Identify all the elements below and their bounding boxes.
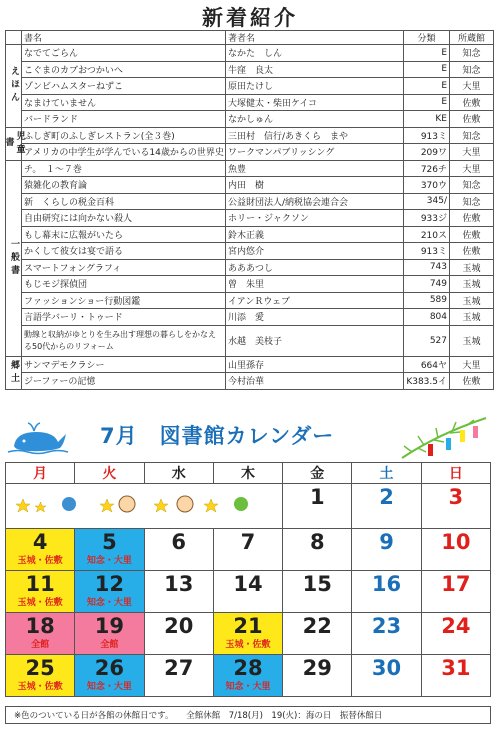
- weekday-header: 土: [352, 463, 421, 484]
- day-number: 31: [441, 656, 471, 680]
- book-author: 水越 美枝子: [226, 325, 404, 356]
- day-number: 30: [371, 656, 402, 680]
- book-author: 大塚健太・柴田ケイコ: [226, 94, 404, 111]
- book-author: 山里孫存: [226, 356, 404, 373]
- table-row: [6, 226, 494, 243]
- day-number: 29: [302, 656, 332, 680]
- book-author: 鈴木正義: [226, 226, 404, 243]
- weekday-header: 日: [421, 463, 490, 484]
- week1-decoration: [6, 484, 283, 529]
- book-author: 公益財団法人/納税協会連合会: [226, 193, 404, 210]
- header-author: 著者名: [226, 31, 404, 45]
- closure-note: 全館: [31, 640, 50, 650]
- header-class: 分類: [404, 31, 450, 45]
- day-number: 11: [25, 572, 55, 596]
- book-author: なかた しん: [226, 45, 404, 62]
- calendar-day: [75, 613, 144, 655]
- calendar-day: [352, 571, 421, 613]
- book-location: 玉城: [450, 259, 494, 276]
- book-class: 210ス: [404, 226, 450, 243]
- calendar-day: [144, 613, 213, 655]
- book-class: E: [404, 94, 450, 111]
- book-class: 345/: [404, 193, 450, 210]
- calendar-week: [6, 655, 491, 697]
- calendar-day: [144, 529, 213, 571]
- book-author: あああつし: [226, 259, 404, 276]
- closure-note: 知念・大里: [86, 598, 132, 608]
- calendar-week: [6, 613, 491, 655]
- book-class: 726チ: [404, 160, 450, 177]
- day-number: 1: [309, 485, 325, 509]
- calendar-day: [283, 571, 352, 613]
- book-title: スマートフォングラフィ: [22, 259, 226, 276]
- book-location: 大里: [450, 78, 494, 95]
- book-author: 魚豊: [226, 160, 404, 177]
- closure-note: 知念・大里: [86, 682, 132, 692]
- book-author: 宮内悠介: [226, 243, 404, 260]
- book-author: ホリー・ジャクソン: [226, 210, 404, 227]
- book-location: 佐敷: [450, 111, 494, 128]
- book-class: 527: [404, 325, 450, 356]
- table-row: [6, 259, 494, 276]
- day-number: 22: [302, 614, 332, 638]
- book-location: 佐敷: [450, 373, 494, 390]
- calendar-footnote: ※色のついている日が各館の休館日です。 全館休館 7/18(月) 19(火)：海の日 振替休館日: [5, 706, 491, 724]
- calendar-week: [6, 484, 491, 529]
- table-row: [6, 373, 494, 390]
- weekday-header: 水: [144, 463, 213, 484]
- book-author: 曾 朱里: [226, 276, 404, 293]
- calendar-day: [75, 571, 144, 613]
- table-row: [6, 127, 494, 144]
- whale-icon: [8, 420, 68, 454]
- table-row: [6, 309, 494, 326]
- book-class: E: [404, 78, 450, 95]
- weekday-header: 月: [6, 463, 75, 484]
- table-row: [6, 45, 494, 62]
- book-location: 知念: [450, 61, 494, 78]
- section-label: えほん: [6, 45, 22, 128]
- calendar-week: [6, 571, 491, 613]
- day-number: 5: [102, 530, 117, 554]
- book-class: KE: [404, 111, 450, 128]
- calendar-day: [283, 529, 352, 571]
- book-class: 913ミ: [404, 127, 450, 144]
- calendar-day: [283, 655, 352, 697]
- closure-note: 知念・大里: [225, 682, 271, 692]
- weekday-header: 金: [283, 463, 352, 484]
- book-class: K383.5イ: [404, 373, 450, 390]
- table-row: [6, 94, 494, 111]
- book-location: 玉城: [450, 292, 494, 309]
- calendar-day: [6, 571, 75, 613]
- bamboo-decoration-icon: [398, 414, 488, 462]
- book-title: ファッションショー行動図鑑: [22, 292, 226, 309]
- calendar-day: [144, 655, 213, 697]
- closure-note: 玉城・佐敷: [225, 640, 271, 650]
- closure-note: 玉城・佐敷: [17, 556, 63, 566]
- calendar-day: [75, 529, 144, 571]
- book-location: 玉城: [450, 309, 494, 326]
- table-row: [6, 356, 494, 373]
- book-location: 知念: [450, 177, 494, 194]
- book-location: 大里: [450, 356, 494, 373]
- day-number: 21: [233, 614, 263, 638]
- book-author: イアンＲウェブ: [226, 292, 404, 309]
- closure-note: 全館: [100, 640, 119, 650]
- calendar-day: [352, 529, 421, 571]
- book-author: ワークマンパブリッシング: [226, 144, 404, 161]
- book-class: E: [404, 45, 450, 62]
- table-row: [6, 61, 494, 78]
- book-author: 川添 愛: [226, 309, 404, 326]
- book-class: 804: [404, 309, 450, 326]
- day-number: 28: [233, 656, 263, 680]
- closure-note: 玉城・佐敷: [17, 598, 63, 608]
- table-row: [6, 78, 494, 95]
- table-row: [6, 193, 494, 210]
- book-class: 589: [404, 292, 450, 309]
- section-label: 郷土: [6, 356, 22, 389]
- book-title: なでてごらん: [22, 45, 226, 62]
- day-number: 14: [233, 572, 263, 596]
- book-author: 牛窪 良太: [226, 61, 404, 78]
- book-title: バードランド: [22, 111, 226, 128]
- day-number: 4: [32, 530, 48, 554]
- book-author: なかしゅん: [226, 111, 404, 128]
- closure-note: 知念・大里: [86, 556, 132, 566]
- book-class: 370ウ: [404, 177, 450, 194]
- book-location: 佐敷: [450, 94, 494, 111]
- book-class: 209ワ: [404, 144, 450, 161]
- calendar-day: [75, 655, 144, 697]
- book-title: 自由研究には向かない殺人: [22, 210, 226, 227]
- day-number: 2: [379, 485, 394, 509]
- book-author: 今村治華: [226, 373, 404, 390]
- day-number: 13: [164, 572, 194, 596]
- closure-note: 玉城・佐敷: [17, 682, 63, 692]
- day-number: 15: [302, 572, 332, 596]
- page-title: 新着紹介: [202, 6, 298, 30]
- book-title: なまけていません: [22, 94, 226, 111]
- book-author: 原田たけし: [226, 78, 404, 95]
- day-number: 3: [448, 485, 464, 509]
- book-title: チ。 １～７巻: [22, 160, 226, 177]
- calendar-day: [6, 613, 75, 655]
- day-number: 10: [441, 530, 471, 554]
- book-title: 新 くらしの税金百科: [22, 193, 226, 210]
- day-number: 7: [240, 530, 256, 554]
- calendar-day: [213, 529, 282, 571]
- table-row: [6, 276, 494, 293]
- book-location: 知念: [450, 127, 494, 144]
- table-row: [6, 144, 494, 161]
- section-label: 児童書: [6, 127, 22, 160]
- table-row: [6, 243, 494, 260]
- day-number: 6: [171, 530, 187, 554]
- day-number: 9: [379, 530, 394, 554]
- calendar-day: [213, 613, 282, 655]
- calendar-day: [421, 655, 490, 697]
- header-location: 所蔵館: [450, 31, 494, 45]
- day-number: 17: [441, 572, 471, 596]
- calendar-day: [352, 484, 421, 529]
- book-location: 佐敷: [450, 243, 494, 260]
- section-label: 一般書: [6, 160, 22, 356]
- book-title: もじモジ探偵団: [22, 276, 226, 293]
- day-number: 23: [371, 614, 402, 638]
- header-blank: [6, 31, 22, 45]
- stars-faces-decoration-icon: [9, 484, 279, 524]
- book-location: 大里: [450, 144, 494, 161]
- calendar-day: [213, 571, 282, 613]
- book-title: もし幕末に広報がいたら: [22, 226, 226, 243]
- calendar-day: [421, 484, 490, 529]
- calendar-week: [6, 529, 491, 571]
- calendar-day: [144, 571, 213, 613]
- table-row: [6, 160, 494, 177]
- book-title: ゾンビハムスターねずこ: [22, 78, 226, 95]
- book-title: アメリカの中学生が学んでいる14歳からの世界史: [22, 144, 226, 161]
- book-class: 933ジ: [404, 210, 450, 227]
- table-header-row: [6, 31, 494, 45]
- book-location: 佐敷: [450, 210, 494, 227]
- table-row: [6, 177, 494, 194]
- calendar-day: [283, 613, 352, 655]
- book-location: 大里: [450, 160, 494, 177]
- day-number: 8: [309, 530, 325, 554]
- calendar-day: [421, 613, 490, 655]
- calendar-day: [421, 571, 490, 613]
- book-title: ふしぎ町のふしぎレストラン(全３巻): [22, 127, 226, 144]
- book-location: 玉城: [450, 325, 494, 356]
- day-number: 16: [371, 572, 402, 596]
- day-number: 25: [25, 656, 55, 680]
- calendar-grid: [5, 462, 491, 697]
- book-author: 内田 樹: [226, 177, 404, 194]
- book-class: E: [404, 61, 450, 78]
- calendar-day: [283, 484, 352, 529]
- book-title: サンマデモクラシー: [22, 356, 226, 373]
- book-class: 664ヤ: [404, 356, 450, 373]
- book-class: 749: [404, 276, 450, 293]
- day-number: 20: [164, 614, 194, 638]
- calendar-title: 7月 図書館カレンダー: [100, 424, 335, 448]
- header-title: 書名: [22, 31, 226, 45]
- day-number: 27: [164, 656, 194, 680]
- book-class: 913ミ: [404, 243, 450, 260]
- day-number: 18: [25, 614, 55, 638]
- book-location: 知念: [450, 193, 494, 210]
- book-title: かくして彼女は宴で語る: [22, 243, 226, 260]
- day-number: 12: [94, 572, 125, 596]
- calendar-day: [352, 613, 421, 655]
- table-row: [6, 292, 494, 309]
- book-title: ジーファーの記憶: [22, 373, 226, 390]
- day-number: 26: [94, 656, 125, 680]
- weekday-header: 木: [213, 463, 282, 484]
- book-location: 玉城: [450, 276, 494, 293]
- book-title: こぐまのカブおつかいへ: [22, 61, 226, 78]
- book-author: 三田村 信行/あきくら まや: [226, 127, 404, 144]
- table-row: [6, 210, 494, 227]
- calendar-day: [421, 529, 490, 571]
- book-title: 言語学バーリ・トゥード: [22, 309, 226, 326]
- calendar-day: [6, 655, 75, 697]
- day-number: 24: [441, 614, 471, 638]
- book-location: 知念: [450, 45, 494, 62]
- new-books-table: [5, 30, 494, 390]
- book-title: 猿雑化の教育論: [22, 177, 226, 194]
- calendar-day: [213, 655, 282, 697]
- day-number: 19: [94, 614, 125, 638]
- book-class: 743: [404, 259, 450, 276]
- calendar-day: [6, 529, 75, 571]
- book-location: 佐敷: [450, 226, 494, 243]
- table-row: [6, 325, 494, 356]
- weekday-header: 火: [75, 463, 144, 484]
- book-title: 動線と収納がゆとりを生み出す理想の暮らしをかなえる50代からのリフォーム: [22, 325, 226, 356]
- table-row: [6, 111, 494, 128]
- calendar-day: [352, 655, 421, 697]
